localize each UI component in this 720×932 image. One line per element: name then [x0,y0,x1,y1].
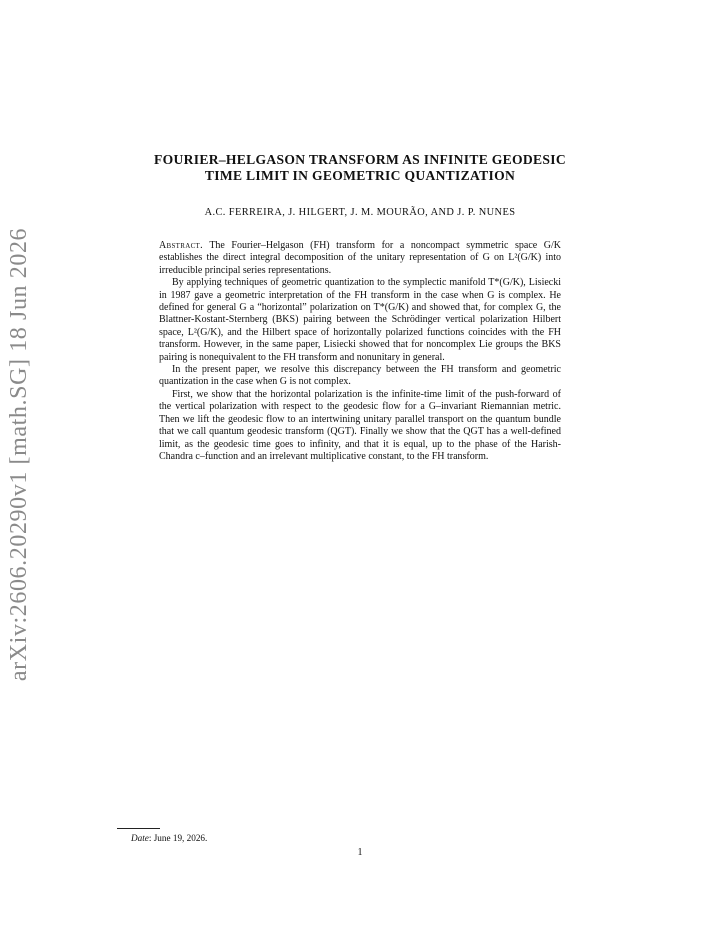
abstract-label: Abstract. [159,240,203,251]
abstract-paragraph-2: By applying techniques of geometric quantization to the symplectic manifold T*(G/K), Lisiecki in 1987 gave a geometric interpretation of the FH transform in the case when G is complex. He defined for general G a “horizontal” polarization on T*(G/K) and showed that, for complex G, the Blattner-Kostant-Sternberg (BKS) pairing between the Schrödinger vertical polarization Hilbert space, L²(G/K), and the Hilbert space of horizontally polarized functions coincides with the FH transform. However, in the same paper, Lisiecki showed that for noncomplex Lie groups the BKS pairing is nonequivalent to the FH transform and nonunitary in general. [159,277,561,363]
footnote-rule [117,828,160,829]
arxiv-identifier-text: arXiv:2606.20290v1 [math.SG] 18 Jun 2026 [6,227,33,681]
paper-title [100,152,620,184]
date-footnote [131,833,207,843]
abstract [159,240,561,463]
footnote-label: Date [131,833,149,843]
paper-title-line-2: TIME LIMIT IN GEOMETRIC QUANTIZATION [204,168,516,183]
abstract-paragraph-4: First, we show that the horizontal polarization is the infinite-time limit of the push-forward of the vertical polarization with respect to the geodesic flow for a G–invariant Riemannian metric. Then we lift the geodesic flow to an intertwining unitary parallel transport on the quantum bundle that we call quantum geodesic transform (QGT). Finally we show that the QGT has a well-defined limit, as the geodesic time goes to infinity, and that it is equal, up to the phase of the Harish-Chandra c–function and an irrelevant multiplicative constant, to the FH transform. [159,388,561,462]
paper-title-line-1: FOURIER–HELGASON TRANSFORM AS INFINITE GEODESIC [154,152,566,167]
abstract-paragraph-1-text: The Fourier–Helgason (FH) transform for a noncompact symmetric space G/K establishes the direct integral decomposition of the unitary representation of G on L²(G/K) into irreducible principal series representations. [159,240,561,276]
page-number: 1 [357,847,363,858]
abstract-paragraph-1 [159,240,561,277]
footnote-value: : June 19, 2026. [148,833,208,843]
paper-authors: A.C. FERREIRA, J. HILGERT, J. M. MOURÃO, AND J. P. NUNES [204,207,516,218]
abstract-paragraph-3: In the present paper, we resolve this discrepancy between the FH transform and geometric quantization in the case when G is not complex. [159,364,561,388]
